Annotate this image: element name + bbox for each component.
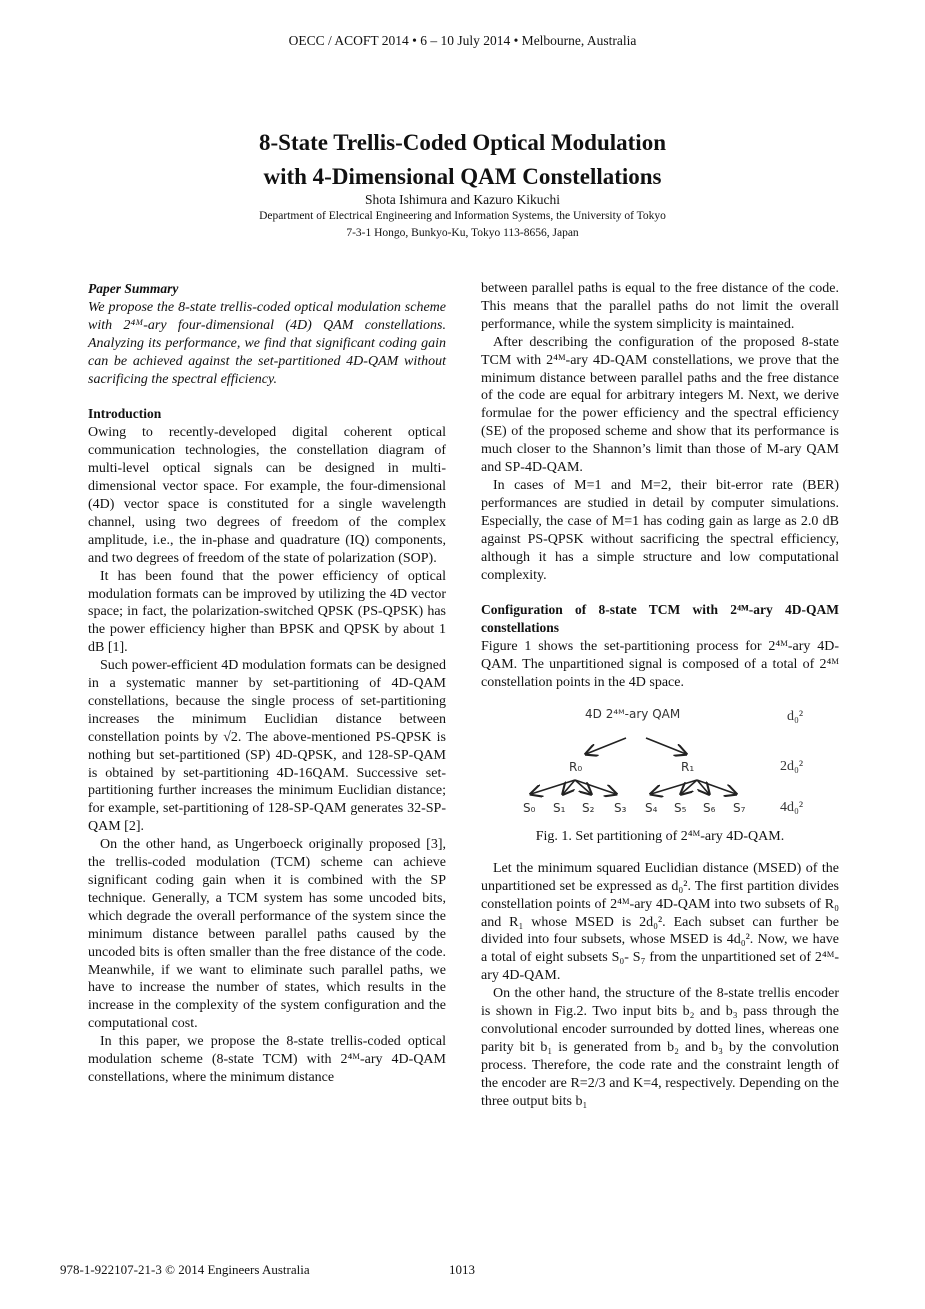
figure-1-caption: Fig. 1. Set partitioning of 2⁴ᴹ-ary 4D-QAM.	[535, 828, 785, 844]
subset-s: S₇	[733, 800, 746, 815]
paragraph: Let the minimum squared Euclidian distance (MSED) of the unpartitioned set be expressed as d₀². The first partition divides constellation points of 2⁴ᴹ-ary 4D-QAM into two subsets of R₀ and R₁ whose MSED is 2d₀². Each subset can further be divided into four subsets, whose MSED is 4d₀². Now, we have a total of eight subsets S₀- S₇ from the unpartitioned set of 2⁴ᴹ-ary 4D-QAM.	[481, 860, 839, 984]
summary-heading: Paper Summary	[88, 281, 179, 296]
address: 7-3-1 Hongo, Bunkyo-Ku, Tokyo 113-8656, Japan	[346, 227, 579, 239]
figure-1-diagram	[481, 702, 839, 822]
subset-r1: R₁	[681, 759, 695, 774]
author-block	[0, 191, 925, 242]
summary-text: We propose the 8-state trellis-coded optical modulation scheme with 2⁴ᴹ-ary four-dimensional (4D) QAM constellations. Analyzing its performance, we find that significant coding gain can be achieved against the set-partitioned 4D-QAM without sacrificing the spectral efficiency.	[88, 299, 446, 387]
left-column	[88, 280, 446, 1087]
paragraph: On the other hand, the structure of the 8-state trellis encoder is shown in Fig.2. Two input bits b₂ and b₃ pass through the convolutional encoder surrounded by dotted lines, whereas one parity bit b₁ is generated from b₂ and b₃ by the convolution process. Therefore, the code rate and the constraint length of the encoder are R=2/3 and K=4, respectively. Depending on the three output bits b₁	[481, 986, 839, 1109]
paper-title	[0, 126, 925, 194]
distance-label: d₀²	[787, 708, 804, 724]
distance-label: 4d₀²	[780, 799, 804, 815]
paragraph: between parallel paths is equal to the free distance of the code. This means that the parallel paths do not limit the overall performance, while the system simplicity is maintained.	[481, 281, 839, 332]
subset-s: S₆	[703, 800, 716, 815]
authors: Shota Ishimura and Kazuro Kikuchi	[365, 192, 560, 207]
paragraph: On the other hand, as Ungerboeck originally proposed [3], the trellis-coded modulation (TCM) scheme can achieve significant coding gain when it is combined with the SP technique. Generally, a TCM system has some uncoded bits, which degrade the overall performance of the system since the minimum distance between parallel paths caused by the uncoded bits is often smaller than the free distance of the code. Meanwhile, if we want to eliminate such parallel paths, we have to increase the number of states, which results in the increase in the complexity of the system configuration and the computational cost.	[88, 837, 446, 1032]
intro-heading: Introduction	[88, 406, 162, 422]
page-number: 1013	[449, 1262, 475, 1277]
subset-s: S₅	[674, 800, 687, 815]
paragraph: Such power-efficient 4D modulation formats can be designed in a systematic manner by set-partitioning of 4D-QAM constellations, because the single process of set-partitioning increases the minimum Euclidian distance between constellation points by √2. The above-mentioned PS-QPSK is nothing but set-partitioned (SP) 4D-QPSK, and 128-SP-QAM is obtained by set-partitioning 4D-16QAM. Successive set-partitioning further increases the minimum Euclidian distance; for example, set-partitioning of 128-SP-QAM generates 32-SP-QAM [2].	[88, 658, 446, 835]
subset-r0: R₀	[569, 759, 583, 774]
title-line-1: 8-State Trellis-Coded Optical Modulation	[259, 130, 666, 155]
paragraph: Owing to recently-developed digital coherent optical communication technologies, the constellation diagram of multi-level optical signals can be designed in multi-dimensional vector space. For example, the four-dimensional (4D) vector space is constituted for a single wavelength channel, using two degrees of freedom of the complex amplitude, i.e., the in-phase and quadrature (IQ) components, and two degrees of freedom of the state of polarization (SOP).	[88, 425, 446, 566]
right-column	[481, 280, 839, 1111]
paragraph: It has been found that the power efficiency of optical modulation formats can be improved by utilizing the 4D vector space; in fact, the polarization-switched QPSK (PS-QPSK) has the power efficiency higher than BPSK and QPSK by about 1 dB [1].	[88, 568, 446, 656]
conference-header: OECC / ACOFT 2014 • 6 – 10 July 2014 • Melbourne, Australia	[288, 33, 637, 48]
paragraph: In this paper, we propose the 8-state trellis-coded optical modulation scheme (8-state TCM) with 2⁴ᴹ-ary 4D-QAM constellations, where the minimum distance	[88, 1034, 446, 1085]
paragraph: After describing the configuration of the proposed 8-state TCM with 2⁴ᴹ-ary 4D-QAM constellations, we prove that the minimum distance between parallel paths and the free distance of the code are equal for arbitrary integers M. Next, we derive formulae for the power efficiency and the spectral efficiency (SE) of the proposed scheme and show that its performance is much closer to the Shannon’s limit than those of M-ary QAM and SP-4D-QAM.	[481, 334, 839, 476]
subset-s: S₄	[645, 800, 658, 815]
root-set-label: 4D 2⁴ᴹ-ary QAM	[585, 706, 681, 721]
footer-isbn: 978-1-922107-21-3 © 2014 Engineers Australia	[60, 1262, 310, 1277]
subset-s: S₁	[553, 800, 566, 815]
subset-s: S₀	[523, 800, 536, 815]
distance-label: 2d₀²	[780, 758, 804, 774]
affiliation: Department of Electrical Engineering and Information Systems, the University of Tokyo	[259, 210, 666, 222]
subset-s: S₂	[582, 800, 595, 815]
subset-s: S₃	[614, 800, 627, 815]
section-heading: Configuration of 8-state TCM with 2⁴ᴹ-ary 4D-QAM constellations	[481, 602, 839, 636]
paragraph: In cases of M=1 and M=2, their bit-error rate (BER) performances are studied in detail by computer simulations. Especially, the case of M=1 has coding gain as large as 2.0 dB against PS-QPSK without sacrificing the spectral efficiency, although it has a simple structure and low computational complexity.	[481, 477, 839, 583]
title-line-2: with 4-Dimensional QAM Constellations	[263, 164, 662, 189]
paragraph: Figure 1 shows the set-partitioning process for 2⁴ᴹ-ary 4D-QAM. The unpartitioned signal is composed of a total of 2⁴ᴹ constellation points in the 4D space.	[481, 639, 839, 691]
